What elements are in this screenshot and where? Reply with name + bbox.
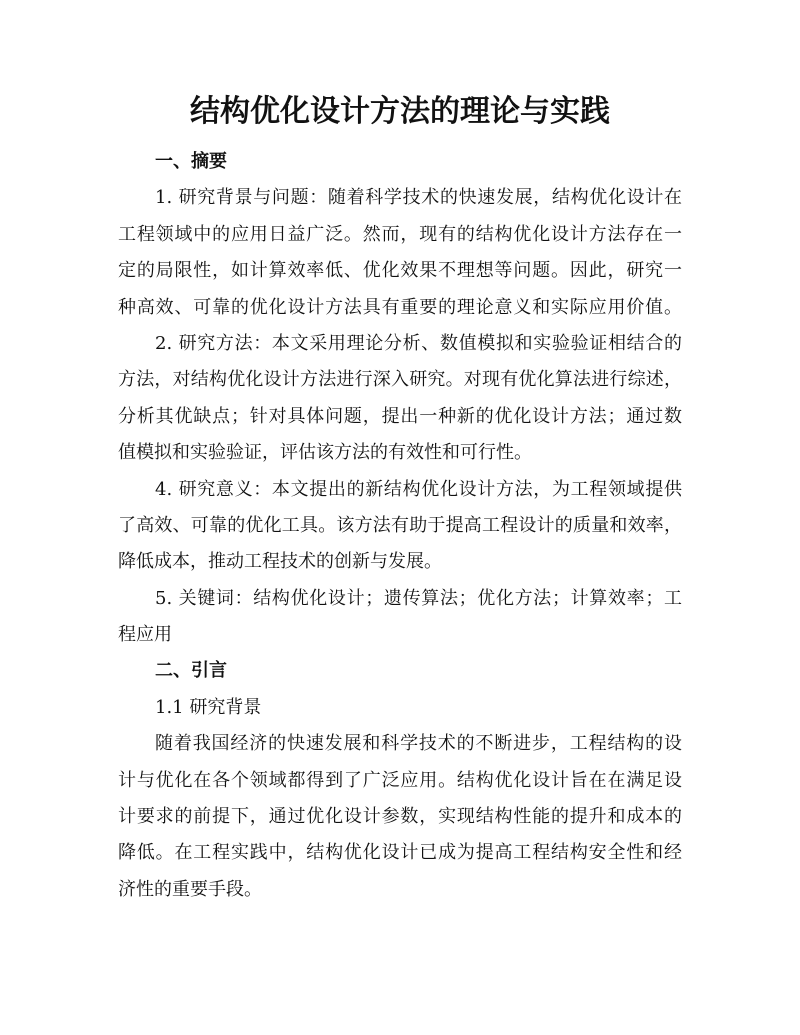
text-line: 方法，对结构优化设计方法进行深入研究。对现有优化算法进行综述， — [118, 369, 682, 391]
text-line: 计与优化在各个领域都得到了广泛应用。结构优化设计旨在在满足设 — [118, 769, 682, 791]
section-heading-abstract: 一、摘要 — [155, 151, 227, 172]
introduction-paragraph — [118, 726, 682, 908]
abstract-paragraph-method — [118, 326, 682, 472]
text-line: 种高效、可靠的优化设计方法具有重要的理论意义和实际应用价值。 — [118, 296, 682, 318]
document-title: 结构优化设计方法的理论与实践 — [190, 94, 610, 129]
abstract-paragraph-keywords — [118, 581, 682, 654]
text-line: 2. 研究方法：本文采用理论分析、数值模拟和实验验证相结合的 — [155, 332, 682, 354]
text-line: 4. 研究意义：本文提出的新结构优化设计方法，为工程领域提供 — [155, 478, 682, 500]
text-line: 降低成本，推动工程技术的创新与发展。 — [118, 551, 442, 573]
text-line: 济性的重要手段。 — [118, 878, 262, 900]
text-line: 随着我国经济的快速发展和科学技术的不断进步，工程结构的设 — [155, 733, 682, 755]
abstract-paragraph-background — [118, 180, 682, 326]
text-line: 分析其优缺点；针对具体问题，提出一种新的优化设计方法；通过数 — [118, 405, 682, 427]
subsection-heading-background: 1.1 研究背景 — [155, 696, 262, 718]
text-line: 工程领域中的应用日益广泛。然而，现有的结构优化设计方法存在一 — [118, 223, 682, 245]
text-line: 1. 研究背景与问题：随着科学技术的快速发展，结构优化设计在 — [155, 187, 682, 209]
text-line: 降低。在工程实践中，结构优化设计已成为提高工程结构安全性和经 — [118, 842, 682, 864]
text-line: 5. 关键词：结构优化设计；遗传算法；优化方法；计算效率；工 — [155, 587, 682, 609]
text-line: 了高效、可靠的优化工具。该方法有助于提高工程设计的质量和效率， — [118, 514, 682, 536]
text-line: 值模拟和实验验证，评估该方法的有效性和可行性。 — [118, 442, 532, 464]
text-line: 定的局限性，如计算效率低、优化效果不理想等问题。因此，研究一 — [118, 260, 682, 282]
section-heading-introduction: 二、引言 — [155, 660, 227, 682]
text-line: 计要求的前提下，通过优化设计参数，实现结构性能的提升和成本的 — [118, 806, 682, 828]
document-body — [118, 144, 682, 908]
abstract-paragraph-significance — [118, 472, 682, 581]
text-line: 程应用 — [118, 624, 172, 646]
